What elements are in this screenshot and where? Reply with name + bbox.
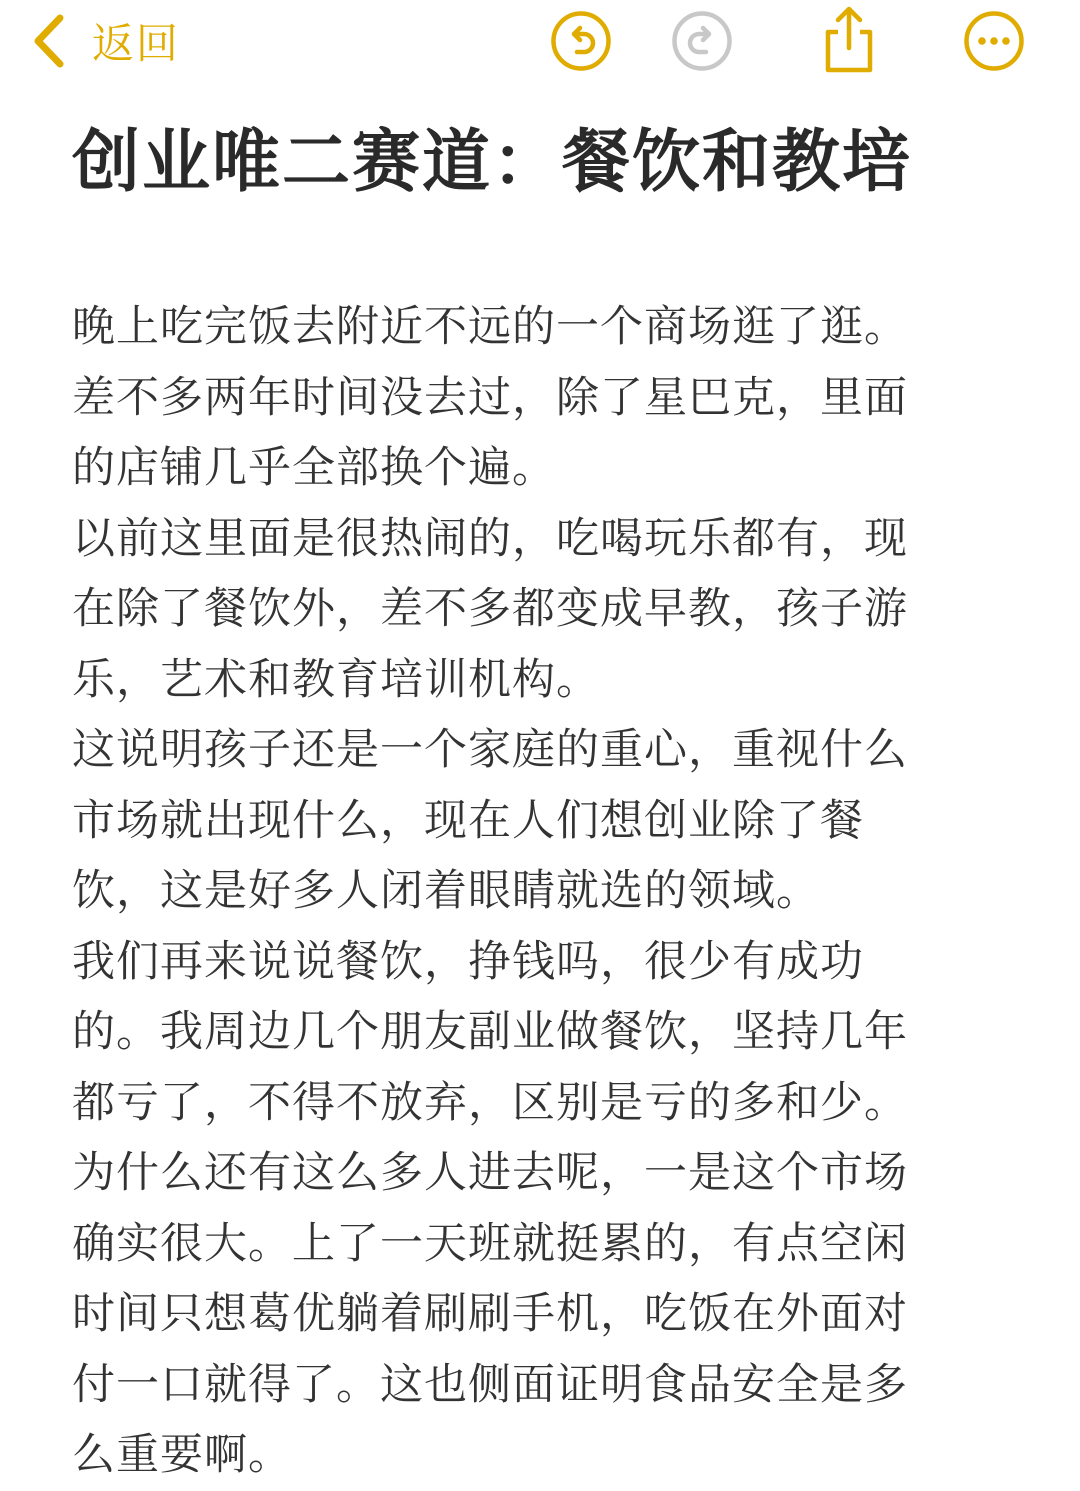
- body-line: 我们再来说说餐饮，挣钱吗，很少有成功: [72, 936, 864, 987]
- back-label: 返回: [92, 19, 181, 68]
- redo-icon: [671, 10, 733, 72]
- toolbar: [0, 0, 1080, 90]
- more-icon: [963, 10, 1025, 72]
- body-line: 么重要啊。: [72, 1430, 292, 1480]
- body-line: 以前这里面是很热闹的，吃喝玩乐都有，现: [72, 513, 908, 564]
- undo-icon: [550, 10, 612, 72]
- note-body[interactable]: [72, 292, 972, 1491]
- body-line: 这说明孩子还是一个家庭的重心，重视什么: [72, 725, 908, 775]
- body-line: 付一口就得了。这也侧面证明食品安全是多: [72, 1359, 908, 1410]
- back-button[interactable]: [30, 10, 180, 72]
- body-line: 乐，艺术和教育培训机构。: [72, 654, 600, 705]
- body-line: 确实很大。上了一天班就挺累的，有点空闲: [72, 1218, 908, 1269]
- body-line: 饮，这是好多人闭着眼睛就选的领域。: [72, 866, 820, 916]
- body-line: 晚上吃完饭去附近不远的一个商场逛了逛。: [72, 302, 908, 352]
- share-button[interactable]: [818, 4, 880, 74]
- body-line: 的店铺几乎全部换个遍。: [72, 443, 556, 493]
- redo-button[interactable]: [671, 10, 733, 72]
- body-line: 差不多两年时间没去过，除了星巴克，里面: [72, 372, 908, 423]
- body-line: 为什么还有这么多人进去呢，一是这个市场: [72, 1148, 908, 1198]
- undo-button[interactable]: [550, 10, 612, 72]
- body-line: 市场就出现什么，现在人们想创业除了餐: [72, 795, 864, 846]
- body-line: 都亏了，不得不放弃，区别是亏的多和少。: [72, 1077, 908, 1128]
- note-title[interactable]: 创业唯二赛道：餐饮和教培: [72, 123, 913, 202]
- chevron-left-icon: [30, 10, 70, 72]
- more-button[interactable]: [963, 10, 1025, 72]
- body-line: 的。我周边几个朋友副业做餐饮，坚持几年: [72, 1007, 908, 1057]
- body-line: 在除了餐饮外，差不多都变成早教，孩子游: [72, 584, 908, 634]
- body-line: 时间只想葛优躺着刷刷手机，吃饭在外面对: [72, 1289, 908, 1339]
- share-icon: [818, 4, 880, 74]
